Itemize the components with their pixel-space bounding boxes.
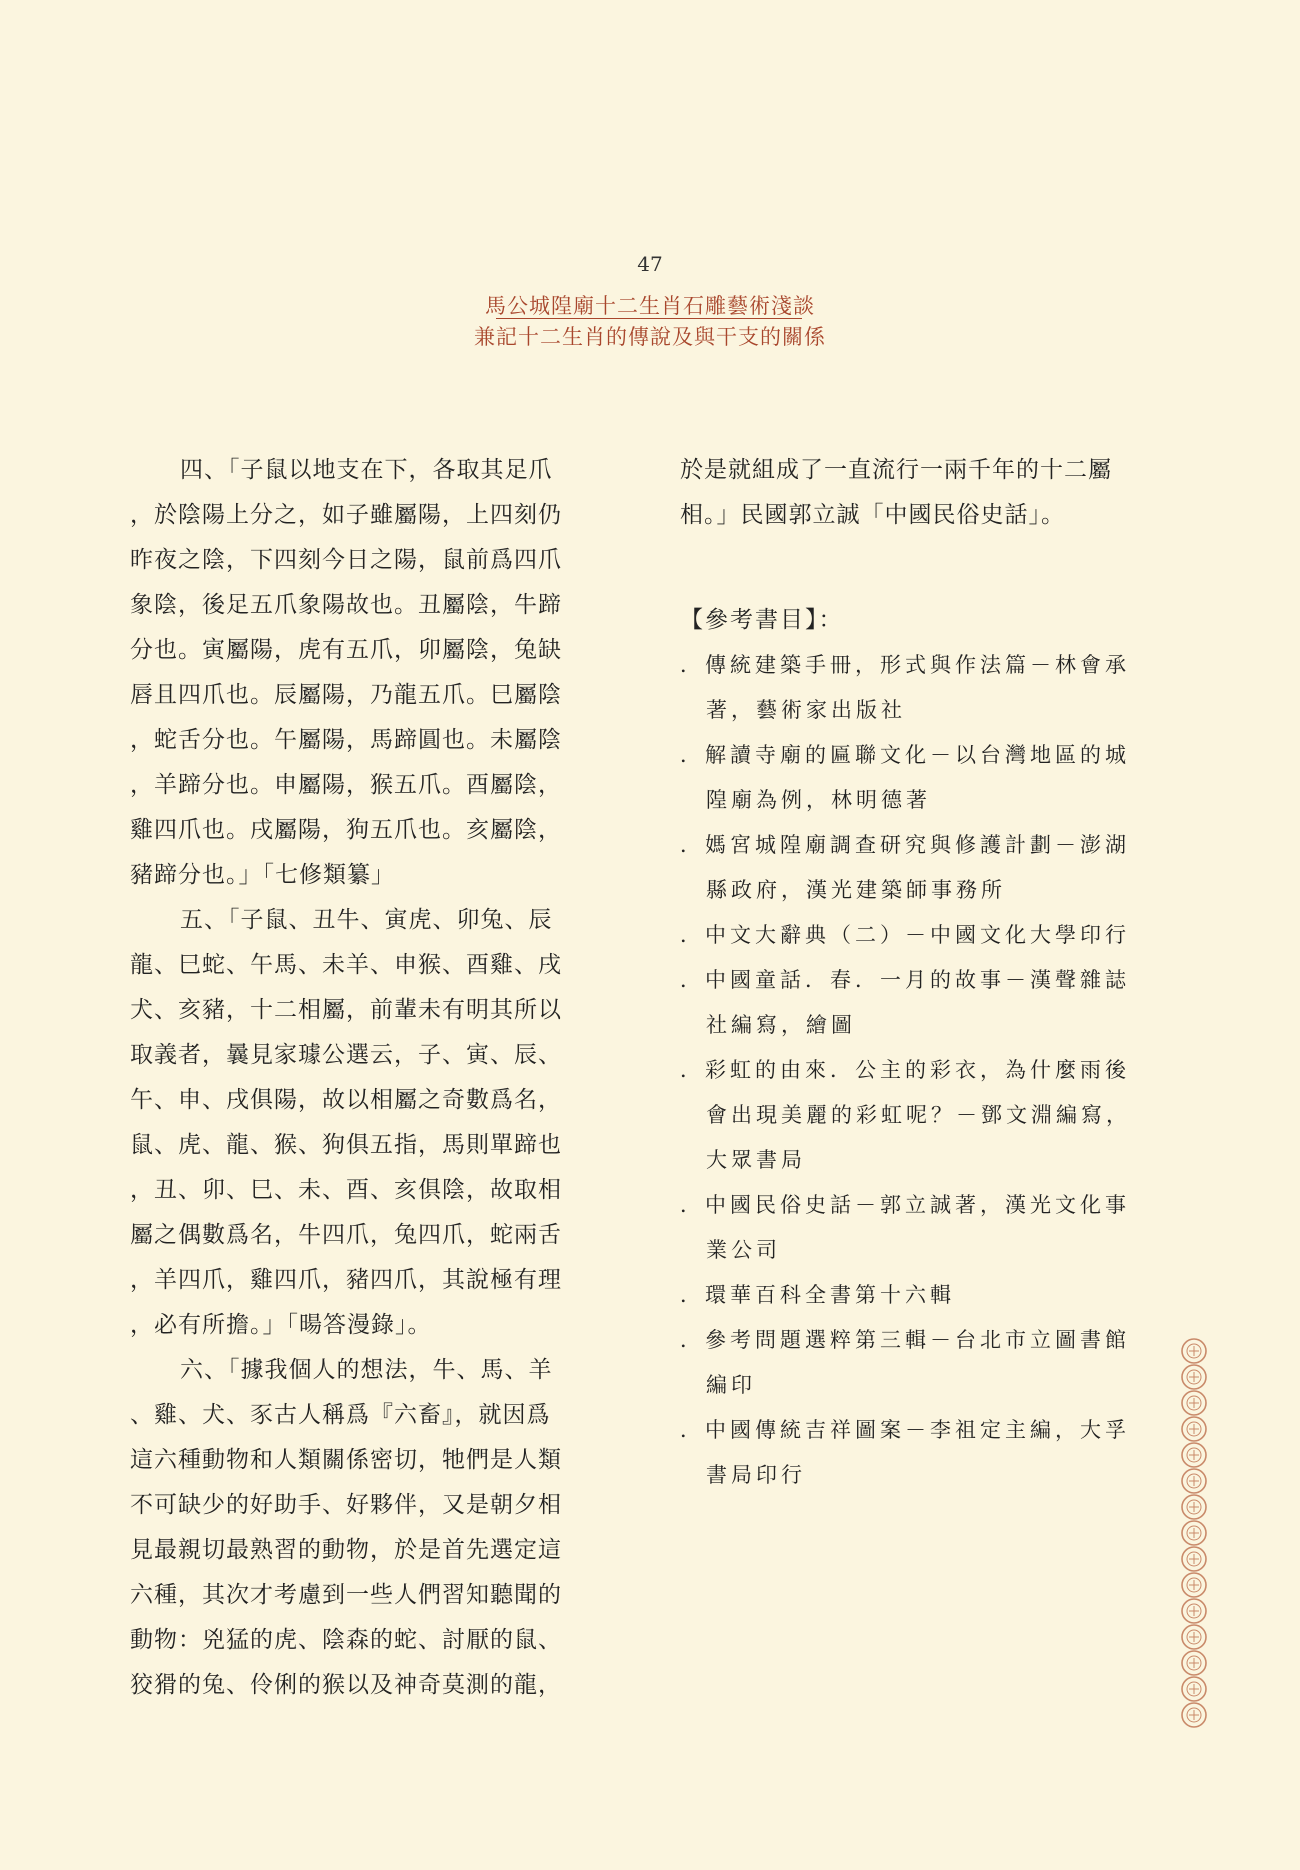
- continuation-text: [680, 448, 1150, 538]
- reference-item: [680, 1183, 1150, 1273]
- body-text-line: ，必有所擔。」「暘答漫錄」。: [130, 1312, 432, 1338]
- reference-line: 會出現美麗的彩虹呢？－鄧文淵編寫，: [706, 1103, 1131, 1127]
- page-number: 47: [637, 252, 663, 276]
- reference-item: [680, 1048, 1150, 1183]
- reference-line: 縣政府，漢光建築師事務所: [706, 878, 1006, 902]
- body-text-line: 分也。寅屬陽，虎有五爪，卯屬陰，兔缺: [130, 637, 562, 663]
- reference-line: 大眾書局: [706, 1148, 806, 1172]
- seal-cross-icon: [1189, 1606, 1199, 1616]
- reference-line: 書局印行: [706, 1463, 806, 1487]
- header-subtitle: 兼記十二生肖的傳說及與干支的關係: [474, 325, 826, 349]
- body-text-line: ，羊蹄分也。申屬陽，猴五爪。酉屬陰，: [130, 772, 562, 798]
- body-text-line: 不可缺少的好助手、好夥伴，又是朝夕相: [130, 1492, 562, 1518]
- seal-cross-icon: [1189, 1528, 1199, 1538]
- body-text-line: 午、申、戌俱陽，故以相屬之奇數爲名，: [130, 1087, 562, 1113]
- body-text-line: 唇且四爪也。辰屬陽，乃龍五爪。巳屬陰: [130, 682, 562, 708]
- body-text-line: 屬之偶數爲名，牛四爪，兔四爪，蛇兩舌: [130, 1222, 562, 1248]
- reference-item: [680, 913, 1150, 958]
- body-text-line: 六、「據我個人的想法，牛、馬、羊: [180, 1357, 553, 1383]
- seal-cross-icon: [1189, 1710, 1199, 1720]
- references-heading: 【參考書目】：: [680, 607, 844, 633]
- left-column: [130, 448, 610, 1708]
- body-text-line: ，蛇舌分也。午屬陽，馬蹄圓也。未屬陰: [130, 727, 562, 753]
- body-text-line: 昨夜之陰，下四刻今日之陽，鼠前爲四爪: [130, 547, 562, 573]
- reference-item: [680, 1318, 1150, 1408]
- seal-cross-icon: [1189, 1502, 1199, 1512]
- header-title: 馬公城隍廟十二生肖石雕藝術淺談: [485, 294, 815, 318]
- body-text-line: 這六種動物和人類關係密切，牠們是人類: [130, 1447, 562, 1473]
- reference-line: 編印: [706, 1373, 756, 1397]
- reference-line: ．中國童話．春．一月的故事－漢聲雜誌: [680, 968, 1130, 992]
- reference-line: 社編寫，繪圖: [706, 1013, 856, 1037]
- body-text-line: 雞四爪也。戌屬陽，狗五爪也。亥屬陰，: [130, 817, 562, 843]
- body-text-line: 相。」民國郭立誠「中國民俗史話」。: [680, 502, 1065, 528]
- seal-cross-icon: [1189, 1580, 1199, 1590]
- right-column: [680, 448, 1150, 1498]
- reference-line: 業公司: [706, 1238, 781, 1262]
- reference-line: ．中國民俗史話－郭立誠著，漢光文化事: [680, 1193, 1130, 1217]
- reference-line: 著，藝術家出版社: [706, 698, 906, 722]
- body-text-line: 象陰，後足五爪象陽故也。丑屬陰，牛蹄: [130, 592, 562, 618]
- body-text-line: 龍、巳蛇、午馬、未羊、申猴、酉雞、戌: [130, 952, 562, 978]
- body-text-line: 鼠、虎、龍、猴、狗俱五指，馬則單蹄也: [130, 1132, 562, 1158]
- seal-cross-icon: [1189, 1424, 1199, 1434]
- seal-cross-icon: [1189, 1450, 1199, 1460]
- references-list: [680, 643, 1150, 1498]
- seal-cross-icon: [1189, 1398, 1199, 1408]
- reference-line: ．媽宮城隍廟調查研究與修護計劃－澎湖: [680, 833, 1130, 857]
- seal-cross-icon: [1189, 1554, 1199, 1564]
- reference-item: [680, 643, 1150, 733]
- body-text-line: 豬蹄分也。」「七修類纂」: [130, 862, 395, 888]
- seal-cross-icon: [1189, 1346, 1199, 1356]
- seal-cross-icon: [1189, 1476, 1199, 1486]
- body-text-line: 見最親切最熟習的動物，於是首先選定這: [130, 1537, 562, 1563]
- body-text-line: ，丑、卯、巳、未、酉、亥俱陰，故取相: [130, 1177, 562, 1203]
- seal-cross-icon: [1189, 1632, 1199, 1642]
- reference-item: [680, 958, 1150, 1048]
- seal-cross-icon: [1189, 1684, 1199, 1694]
- body-text-line: 狡猾的兔、伶俐的猴以及神奇莫測的龍，: [130, 1672, 562, 1698]
- body-text-line: 動物：兇猛的虎、陰森的蛇、討厭的鼠、: [130, 1627, 562, 1653]
- header-rule: [496, 318, 802, 319]
- reference-item: [680, 1408, 1150, 1498]
- reference-item: [680, 733, 1150, 823]
- body-text-line: 犬、亥豬，十二相屬，前輩未有明其所以: [130, 997, 562, 1023]
- seal-cross-icon: [1189, 1372, 1199, 1382]
- seal-cross-icon: [1189, 1658, 1199, 1668]
- reference-line: 隍廟為例，林明德著: [706, 788, 931, 812]
- reference-line: ．傳統建築手冊，形式與作法篇－林會承: [680, 653, 1130, 677]
- reference-line: ．中文大辭典（二）－中國文化大學印行: [680, 923, 1130, 947]
- body-text-line: 四、「子鼠以地支在下，各取其足爪: [180, 457, 553, 483]
- body-text-line: 六種，其次才考慮到一些人們習知聽聞的: [130, 1582, 562, 1608]
- body-text-line: ，羊四爪，雞四爪，豬四爪，其說極有理: [130, 1267, 562, 1293]
- reference-line: ．解讀寺廟的匾聯文化－以台灣地區的城: [680, 743, 1130, 767]
- section-gap: [680, 538, 1150, 598]
- body-text-line: 於是就組成了一直流行一兩千年的十二屬: [680, 457, 1112, 483]
- body-text-line: 、雞、犬、豕古人稱爲『六畜』，就因爲: [130, 1402, 551, 1428]
- reference-line: ．中國傳統吉祥圖案－李祖定主編，大孚: [680, 1418, 1130, 1442]
- reference-line: ．環華百科全書第十六輯: [680, 1283, 955, 1307]
- body-text-line: ，於陰陽上分之，如子雖屬陽，上四刻仍: [130, 502, 562, 528]
- seal-ornament-icon: [1178, 1338, 1210, 1728]
- reference-item: [680, 823, 1150, 913]
- reference-line: ．參考問題選粹第三輯－台北市立圖書館: [680, 1328, 1130, 1352]
- reference-line: ．彩虹的由來．公主的彩衣，為什麼雨後: [680, 1058, 1130, 1082]
- reference-item: [680, 1273, 1150, 1318]
- body-text-line: 取義者，曩見家璩公選云，子、寅、辰、: [130, 1042, 562, 1068]
- body-text-line: 五、「子鼠、丑牛、寅虎、卯兔、辰: [180, 907, 553, 933]
